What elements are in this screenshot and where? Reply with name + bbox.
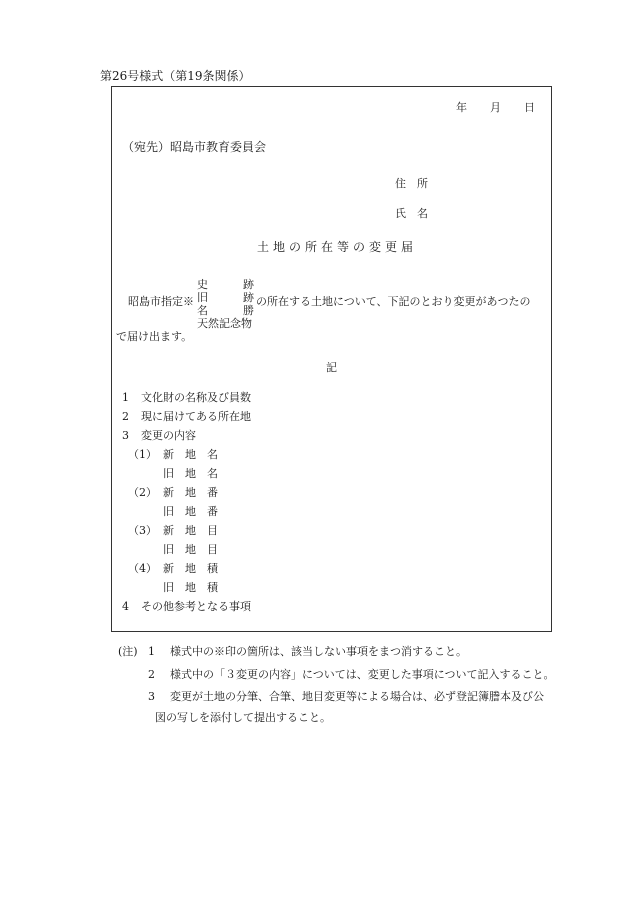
change-new: 新 地 名	[163, 448, 218, 461]
change-number: （3）	[128, 524, 157, 537]
list-item: 現に届けてある所在地	[141, 410, 251, 423]
note-text: 様式中の「３変更の内容」については、変更した事項について記入すること。	[170, 668, 555, 681]
list-item-number: 1	[122, 391, 129, 404]
list-item-number: 4	[122, 600, 129, 613]
change-new: 新 地 積	[163, 562, 218, 575]
change-new: 新 地 目	[163, 524, 218, 537]
date-day: 日	[524, 101, 535, 114]
notes-label: (注)	[118, 645, 138, 658]
note-text-continued: 図の写しを添付して提出すること。	[155, 711, 331, 724]
ki-heading: 記	[326, 361, 337, 374]
change-number: （2）	[128, 486, 157, 499]
list-item: 文化財の名称及び員数	[141, 391, 251, 404]
name-label: 氏 名	[395, 207, 428, 220]
change-number: （1）	[128, 448, 157, 461]
change-new: 新 地 番	[163, 486, 218, 499]
note-text: 変更が土地の分筆、合筆、地目変更等による場合は、必ず登記簿謄本及び公	[170, 690, 544, 703]
change-old: 旧 地 番	[163, 505, 218, 518]
category-row: 跡	[243, 291, 254, 304]
change-number: （4）	[128, 562, 157, 575]
note-number: 1	[148, 645, 155, 658]
category-row: 名	[197, 304, 208, 317]
list-item-number: 3	[122, 429, 129, 442]
address-label: 住 所	[395, 177, 428, 190]
form-number: 第26号様式（第19条関係）	[100, 69, 251, 83]
date-year: 年	[456, 101, 467, 114]
note-number: 3	[148, 690, 155, 703]
category-row: 勝	[243, 304, 254, 317]
category-row: 跡	[243, 278, 254, 291]
change-old: 旧 地 積	[163, 581, 218, 594]
date-month: 月	[490, 101, 501, 114]
list-item-number: 2	[122, 410, 129, 423]
body-line2: で届け出ます。	[116, 330, 193, 343]
list-item: 変更の内容	[141, 429, 196, 442]
list-item: その他参考となる事項	[141, 600, 251, 613]
category-row: 旧	[197, 291, 208, 304]
addressee: （宛先）昭島市教育委員会	[122, 140, 267, 154]
nature-monument: 天然記念物	[197, 317, 252, 330]
change-old: 旧 地 名	[163, 467, 218, 480]
document-title: 土地の所在等の変更届	[257, 240, 418, 254]
category-row: 史	[197, 278, 208, 291]
body-prefix: 昭島市指定※	[128, 295, 194, 308]
note-text: 様式中の※印の箇所は、該当しない事項をまつ消すること。	[170, 645, 467, 658]
change-old: 旧 地 目	[163, 543, 218, 556]
note-number: 2	[148, 668, 155, 681]
body-suffix: の所在する土地について、下記のとおり変更があつたの	[256, 295, 531, 308]
